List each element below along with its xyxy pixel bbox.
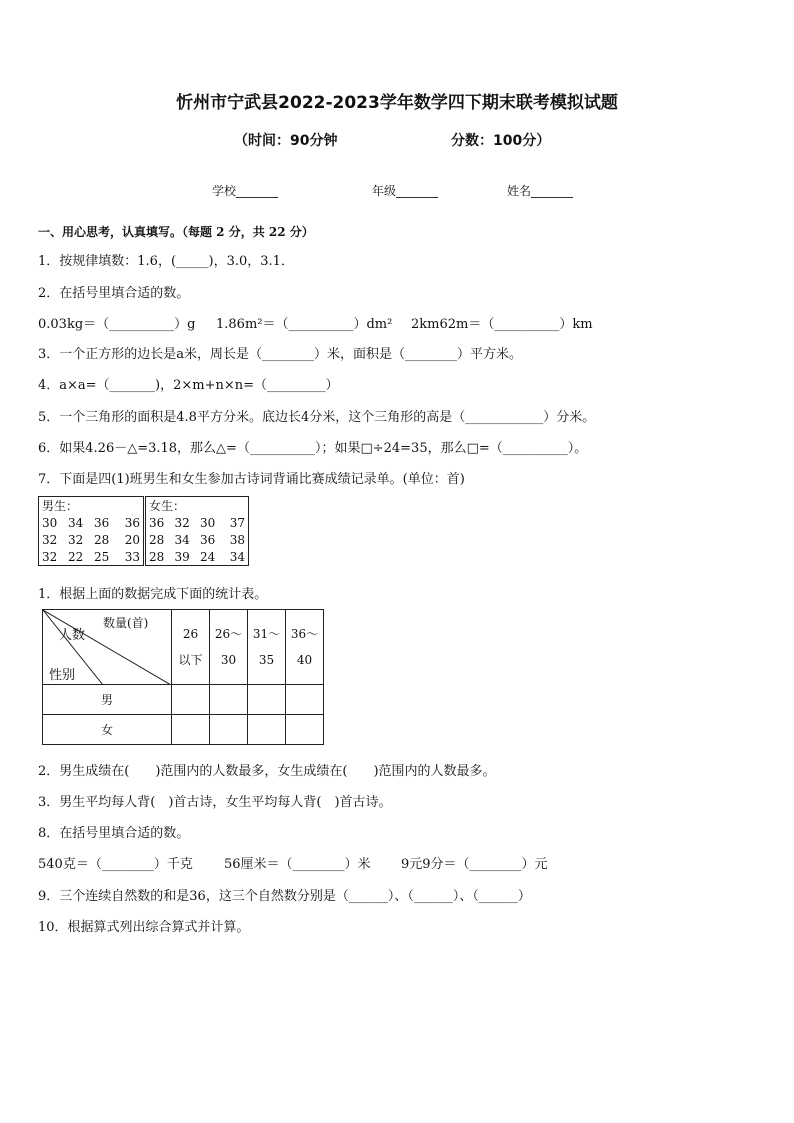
score-cell: 20 [124,532,140,547]
score-cell: 24 [199,549,216,564]
header-text: 40 [296,653,313,667]
question-7-2: 2．男生成绩在( )范围内的人数最多，女生成绩在( )范围内的人数最多。 [38,764,496,779]
girls-label: 女生： [149,499,186,513]
table-row [146,531,249,548]
header-text: 36～ [290,627,319,641]
score-cell: 32 [42,549,58,564]
table-row [39,514,144,531]
question-8b: 56厘米＝（________）米 [224,857,371,872]
question-9: 9．三个连续自然数的和是36，这三个自然数分别是（______）、（______）、（______） [38,889,531,904]
question-1: 1．按规律填数：1.6，(_____)，3.0，3.1． [38,254,294,269]
question-8c: 9元9分＝（________）元 [401,857,548,872]
score-cell: 39 [174,549,190,564]
answer-cell[interactable] [210,715,248,745]
score-cell: 33 [124,549,140,564]
answer-cell[interactable] [286,685,324,715]
school-field[interactable]: 学校_______ [212,184,279,198]
name-field[interactable]: 姓名_______ [507,184,574,198]
question-8a: 540克＝（________）千克 [38,857,193,872]
header-text: 35 [258,653,275,667]
row-label-boys: 男 [43,685,172,715]
question-2a: 0.03kg＝（__________）g [38,317,196,332]
score-cell: 38 [229,532,245,547]
page-title: 忻州市宁武县2022-2023学年数学四下期末联考模拟试题 [176,93,618,113]
answer-cell[interactable] [286,715,324,745]
score-cell: 36 [149,515,165,530]
girls-score-table [145,496,249,566]
answer-cell[interactable] [248,685,286,715]
header-text: 30 [220,653,237,667]
question-7-1: 1．根据上面的数据完成下面的统计表。 [38,587,268,602]
question-4: 4．a×a=（_______)，2×m+n×n=（_________） [38,378,339,393]
boys-score-table [38,496,144,566]
score-cell: 30 [199,515,216,530]
header-text: 26 [182,627,199,641]
header-range-4 [286,610,324,685]
section-heading: 一、用心思考，认真填写。（每题 2 分，共 22 分） [38,225,314,239]
question-6: 6．如果4.26－△=3.18，那么△=（__________）；如果□÷24=35，那么□=（__________）。 [38,441,588,456]
score-cell: 34 [229,549,245,564]
answer-cell[interactable] [248,715,286,745]
header-text: 26～ [214,627,243,641]
header-range-2 [210,610,248,685]
score-cell: 28 [149,532,165,547]
diagonal-header-cell [43,610,172,685]
table-row [43,715,324,745]
header-range-3 [248,610,286,685]
question-10: 10．根据算式列出综合算式并计算。 [38,920,250,935]
score-cell: 28 [93,532,110,547]
statistics-table [42,609,324,745]
answer-cell[interactable] [210,685,248,715]
question-8: 8．在括号里填合适的数。 [38,826,190,841]
score-cell: 34 [68,515,84,530]
corner-label-people: 人数 [59,628,86,643]
score-cell: 34 [174,532,190,547]
corner-label-count: 数量(首) [103,616,149,630]
table-row [39,548,144,566]
question-2c: 2km62m＝（__________）km [411,317,593,332]
score-cell: 36 [124,515,140,530]
grade-field[interactable]: 年级_______ [372,184,439,198]
table-row [39,531,144,548]
score-cell: 32 [174,515,190,530]
question-7: 7．下面是四(1)班男生和女生参加古诗词背诵比赛成绩记录单。(单位：首) [38,472,465,487]
score-cell: 36 [199,532,216,547]
corner-label-gender: 性别 [49,668,76,683]
header-range-1 [172,610,210,685]
score-cell: 32 [68,532,84,547]
exam-time: （时间：90分钟 [234,133,338,149]
table-row [146,548,249,566]
question-7-3: 3．男生平均每人背( )首古诗，女生平均每人背( )首古诗。 [38,795,392,810]
table-row [43,685,324,715]
exam-score: 分数：100分） [451,133,551,149]
question-2b: 1.86m²＝（__________）dm² [216,317,393,332]
score-cell: 32 [42,532,58,547]
row-label-girls: 女 [43,715,172,745]
score-cell: 37 [229,515,245,530]
score-cell: 22 [68,549,84,564]
score-cell: 36 [93,515,110,530]
answer-cell[interactable] [172,715,210,745]
answer-cell[interactable] [172,685,210,715]
score-cell: 30 [42,515,58,530]
header-text: 以下 [178,653,203,667]
header-text: 31～ [252,627,281,641]
boys-label: 男生： [42,499,79,513]
question-3: 3．一个正方形的边长是a米，周长是（________）米，面积是（________）平方米。 [38,347,523,362]
question-5: 5．一个三角形的面积是4.8平方分米。底边长4分米，这个三角形的高是（____________）分米。 [38,410,596,425]
score-cell: 25 [93,549,110,564]
table-row [146,514,249,531]
question-2: 2．在括号里填合适的数。 [38,286,190,301]
score-cell: 28 [149,549,165,564]
